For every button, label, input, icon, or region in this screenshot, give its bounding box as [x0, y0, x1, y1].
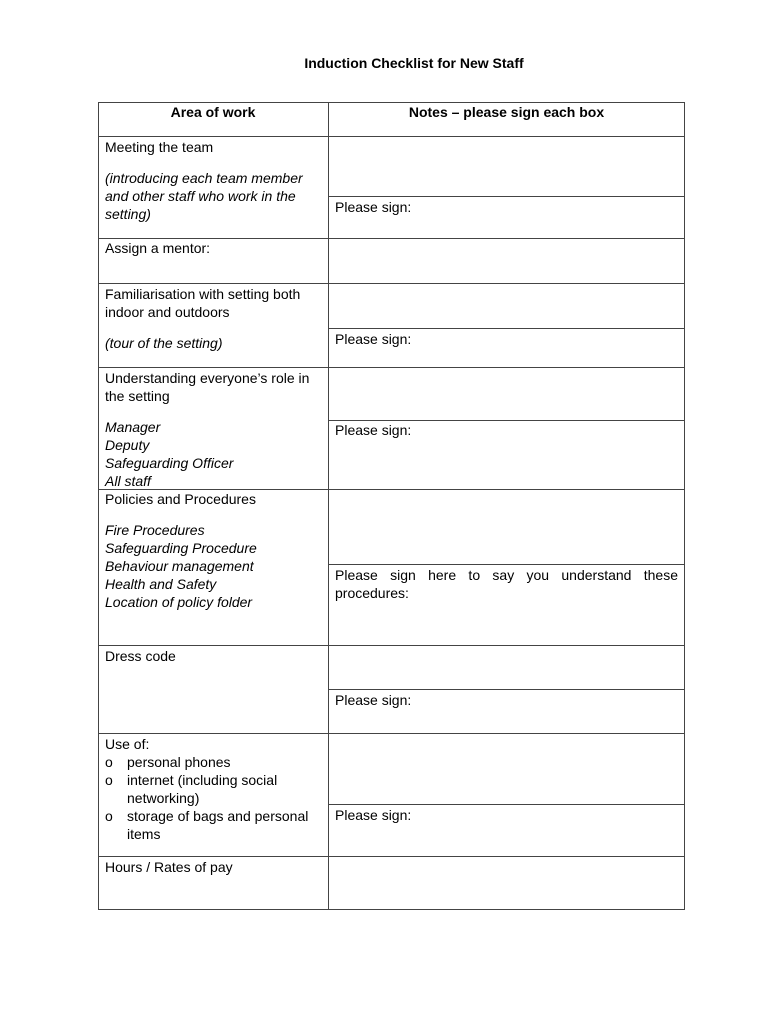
bullet-icon: o — [105, 772, 113, 788]
area-cell-hours-pay: Hours / Rates of pay — [105, 859, 233, 875]
policy-item: Fire Procedures — [105, 522, 205, 538]
area-cell-use-of — [98, 735, 328, 843]
sign-divider — [328, 196, 685, 197]
area-cell-roles — [98, 369, 328, 490]
notes-area[interactable] — [329, 239, 684, 282]
list-item — [105, 753, 321, 771]
notes-area[interactable] — [329, 734, 684, 803]
notes-area[interactable] — [329, 368, 684, 419]
sign-divider — [328, 689, 685, 690]
policy-item: Safeguarding Procedure — [105, 540, 257, 556]
area-note: (tour of the setting) — [105, 335, 223, 351]
sign-divider — [328, 564, 685, 565]
area-title: Use of: — [105, 736, 150, 752]
sign-field[interactable]: Please sign: — [335, 807, 412, 823]
notes-area[interactable] — [329, 490, 684, 563]
sign-divider — [328, 328, 685, 329]
policy-item: Health and Safety — [105, 576, 217, 592]
role-item: All staff — [105, 473, 151, 489]
role-item: Safeguarding Officer — [105, 455, 234, 471]
list-item — [105, 771, 321, 807]
bullet-text: internet (including social networking) — [127, 772, 278, 806]
bullet-icon: o — [105, 754, 113, 770]
area-cell-mentor: Assign a mentor: — [105, 240, 211, 256]
header-notes: Notes – please sign each box — [408, 104, 605, 120]
list-item — [105, 807, 321, 843]
area-cell-familiarisation — [98, 285, 328, 352]
sign-field[interactable]: Please sign: — [335, 422, 412, 438]
area-cell-dress-code: Dress code — [105, 648, 176, 664]
bullet-text: personal phones — [127, 754, 231, 770]
role-item: Manager — [105, 419, 161, 435]
document-title: Induction Checklist for New Staff — [304, 55, 524, 71]
notes-area[interactable] — [329, 857, 684, 909]
bullet-icon: o — [105, 808, 113, 824]
policy-item: Location of policy folder — [105, 594, 253, 610]
bullet-text: storage of bags and personal items — [127, 808, 309, 842]
notes-area[interactable] — [329, 646, 684, 688]
area-title: Policies and Procedures — [105, 491, 256, 507]
sign-field[interactable]: Please sign: — [335, 199, 412, 215]
notes-area[interactable] — [329, 137, 684, 195]
notes-area[interactable] — [329, 284, 684, 327]
area-cell-meeting-team — [98, 138, 328, 223]
sign-divider — [328, 804, 685, 805]
area-note: (introducing each team member and other staff who work in the setting) — [105, 170, 303, 222]
area-cell-policies — [98, 490, 328, 611]
sign-field-procedures[interactable]: Please sign here to say you understand these procedures: — [335, 567, 678, 601]
header-area-of-work: Area of work — [170, 104, 256, 120]
sign-field[interactable]: Please sign: — [335, 692, 412, 708]
area-title: Understanding everyone’s role in the setting — [105, 370, 310, 404]
policy-item: Behaviour management — [105, 558, 254, 574]
area-title: Meeting the team — [105, 139, 214, 155]
sign-field[interactable]: Please sign: — [335, 331, 412, 347]
area-title: Familiarisation with setting both indoor and outdoors — [105, 286, 301, 320]
role-item: Deputy — [105, 437, 150, 453]
